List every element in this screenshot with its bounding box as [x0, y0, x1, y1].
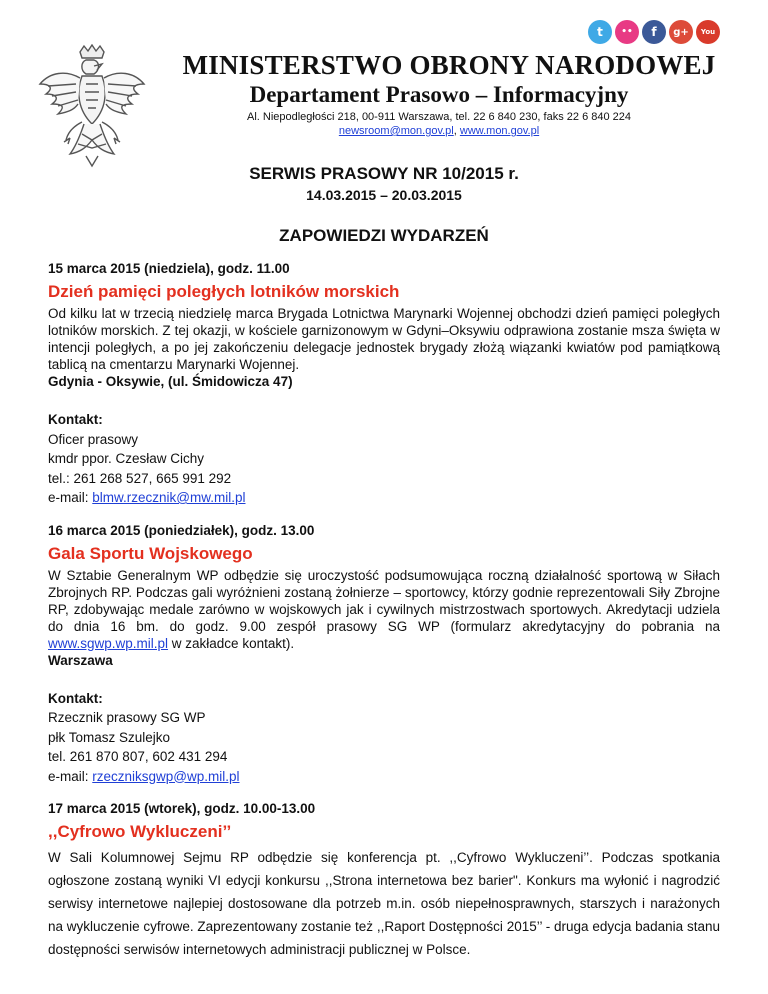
youtube-icon[interactable]: You [696, 20, 720, 44]
polish-eagle-emblem [36, 44, 148, 170]
event-item [48, 522, 720, 787]
contact-email-line [48, 767, 720, 787]
contact-name: płk Tomasz Szulejko [48, 729, 171, 745]
serwis-dates: 14.03.2015 – 20.03.2015 [306, 187, 462, 203]
description-text: W Sztabie Generalnym WP odbędzie się uroczystość podsumowująca roczną działalność sportową w Siłach Zbrojnych RP. Podczas gali wyróżnieni zostaną żołnierze – sportowcy, którzy godnie reprezentowali Siły Zbrojne RP, zdobywając medale zarówno w wojskowych jak i cywilnych mistrzostwach sportowych. Akredytacji udziela do dnia 16 bm. do godz. 9.00 zespół prasowy SG WP (formularz akredytacyjny do pobrania na [48, 567, 720, 634]
event-datetime: 17 marca 2015 (wtorek), godz. 10.00-13.00 [48, 801, 316, 816]
event-description [48, 567, 720, 652]
contact-label: Kontakt: [48, 412, 103, 427]
ministry-title: MINISTERSTWO OBRONY NARODOWEJ [182, 50, 716, 80]
description-text-end: w zakładce kontakt). [168, 635, 295, 651]
contact-name: kmdr ppor. Czesław Cichy [48, 451, 205, 466]
event-contact [48, 410, 720, 508]
event-title: Gala Sportu Wojskowego [48, 543, 253, 563]
contact-role: Oficer prasowy [48, 431, 139, 447]
address-line: Al. Niepodległości 218, 00-911 Warszawa, tel. 22 6 840 230, faks 22 6 840 224 [246, 111, 632, 123]
event-title: ,,Cyfrowo Wykluczeni’’ [48, 822, 232, 841]
contact-phone: tel.: 261 268 527, 665 991 292 [48, 470, 232, 486]
section-title: ZAPOWIEDZI WYDARZEŃ [279, 226, 489, 245]
website-link[interactable]: www.mon.gov.pl [459, 125, 540, 137]
event-item [48, 260, 720, 508]
googleplus-icon[interactable]: g+ [669, 20, 693, 44]
facebook-icon[interactable]: f [642, 20, 666, 44]
event-description: W Sali Kolumnowej Sejmu RP odbędzie się konferencja pt. ,,Cyfrowo Wykluczeni’’. Podczas spotkania ogłoszone zostaną wyniki VI edycji konkursu ,,Strona internetowa bez barier". Konkurs ma wyłonić i nagrodzić serwisy internetowe najlepiej dostosowane dla potrzeb m.in. osób niepełnosprawnych, starszych i narażonych na wykluczenie cyfrowe. Zaprezentowany zostanie też ,,Raport Dostępności 2015’’ - druga edycja badania stanu dostępności serwisów internetowych administracji publicznej w Polsce. [48, 850, 720, 957]
contact-email-line [48, 488, 720, 508]
event-location: Warszawa [48, 652, 113, 668]
flickr-icon[interactable]: •• [615, 20, 639, 44]
events-list [48, 260, 720, 961]
email-prefix: e-mail: [48, 768, 93, 784]
event-datetime: 16 marca 2015 (poniedziałek), godz. 13.00 [48, 522, 315, 538]
event-contact [48, 689, 720, 787]
contact-email-link[interactable]: rzeczniksgwp@wp.mil.pl [92, 768, 240, 784]
contact-role: Rzecznik prasowy SG WP [48, 710, 206, 725]
contact-phone: tel. 261 870 807, 602 431 294 [48, 749, 228, 764]
event-datetime: 15 marca 2015 (niedziela), godz. 11.00 [48, 261, 290, 276]
contact-email-link[interactable]: blmw.rzecznik@mw.mil.pl [92, 490, 246, 505]
link-separator: , [453, 125, 460, 137]
serwis-title: SERWIS PRASOWY NR 10/2015 r. [249, 164, 519, 183]
department-subtitle: Departament Prasowo – Informacyjny [249, 82, 629, 107]
event-title: Dzień pamięci poległych lotników morskich [48, 282, 400, 301]
contact-label: Kontakt: [48, 690, 103, 706]
header-links [154, 124, 724, 138]
social-icons [588, 20, 720, 44]
twitter-icon[interactable]: t [588, 20, 612, 44]
newsroom-email-link[interactable]: newsroom@mon.gov.pl [338, 125, 454, 137]
event-location: Gdynia - Oksywie, (ul. Śmidowicza 47) [48, 374, 293, 389]
event-item [48, 800, 720, 961]
event-description: Od kilku lat w trzecią niedzielę marca Brygada Lotnictwa Marynarki Wojennej obchodzi dzień pamięci poległych lotników morskich. Z tej okazji, w kościele garnizonowym w Gdyni–Oksywiu odprawiona zostanie msza święta w intencji poległych, a po jej zakończeniu delegacje jednostek brygady złożą wiązanki kwiatów pod pamiątkową tablicą na cmentarzu Marynarki Wojennej. [48, 306, 720, 372]
sgwp-website-link[interactable]: www.sgwp.wp.mil.pl [48, 635, 169, 651]
email-prefix: e-mail: [48, 490, 93, 505]
